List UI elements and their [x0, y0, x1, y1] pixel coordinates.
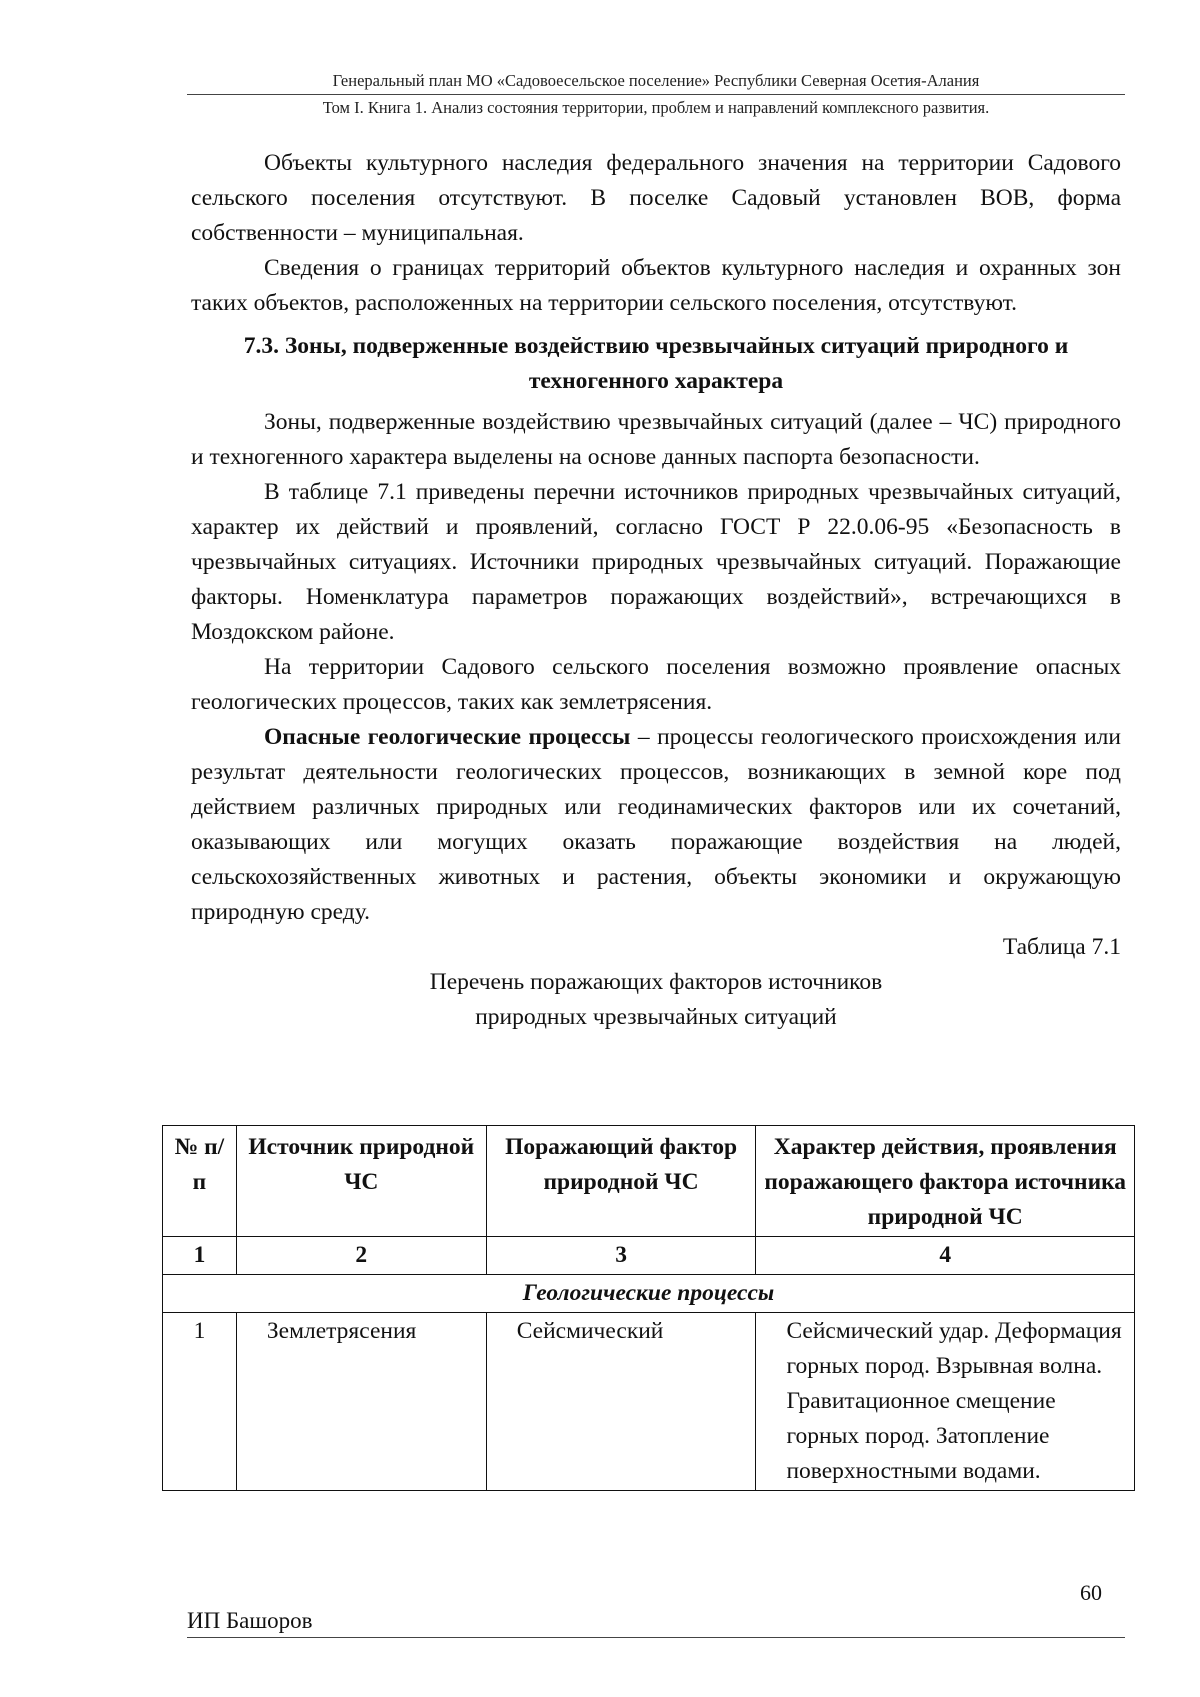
section-title: 7.3. Зоны, подверженные воздействию чрезвычайных ситуаций природного и техногенного характера: [243, 333, 1069, 394]
page-number: 60: [1080, 1580, 1102, 1605]
document-body: [191, 146, 1121, 1041]
row-factor: Сейсмический: [486, 1313, 756, 1491]
definition-term: Опасные геологические процессы: [264, 724, 631, 750]
column-number: 1: [163, 1237, 237, 1275]
table-caption-line2: природных чрезвычайных ситуаций: [475, 1004, 837, 1030]
definition-text: – процессы геологического происхождения или результат деятельности геологических процессов, возникающих в земной коре под действием различных природных или геодинамических факторов или их сочетаний, оказывающих или могущих оказать поражающие воздействия на людей, сельскохозяйственных животных и растения, объекты экономики и окружающую природную среду.: [191, 724, 1121, 925]
hazard-factors-table: [162, 1125, 1135, 1491]
group-row: [163, 1275, 1135, 1313]
table-header-row: [163, 1126, 1135, 1237]
paragraph-table-intro: В таблице 7.1 приведены перечни источников природных чрезвычайных ситуаций, характер их действий и проявлений, согласно ГОСТ Р 22.0.06-95 «Безопасность в чрезвычайных ситуациях. Источники природных чрезвычайных ситуаций. Поражающие факторы. Номенклатура параметров поражающих воздействий», встречающихся в Моздокском районе.: [191, 479, 1121, 645]
column-number: 2: [236, 1237, 486, 1275]
table-caption-line1: Перечень поражающих факторов источников: [429, 969, 883, 995]
paragraph-geologic-processes: На территории Садового сельского поселения возможно проявление опасных геологических процессов, таких как землетрясения.: [191, 654, 1121, 715]
header-cell-number: № п/п: [163, 1126, 237, 1237]
header-cell-description: Характер действия, проявления поражающего фактора источника природной ЧС: [756, 1126, 1135, 1237]
group-title: Геологические процессы: [163, 1275, 1135, 1313]
paragraph-definition: [191, 720, 1121, 930]
header-title: Генеральный план МО «Садовоесельское поселение» Республики Северная Осетия-Алания: [332, 71, 980, 90]
footer-author: ИП Башоров: [187, 1608, 313, 1633]
column-number: 4: [756, 1237, 1135, 1275]
paragraph-emergency-zones: Зоны, подверженные воздействию чрезвычайных ситуаций (далее – ЧС) природного и техногенного характера выделены на основе данных паспорта безопасности.: [191, 409, 1121, 470]
footer-divider: [187, 1637, 1125, 1638]
row-source: Землетрясения: [236, 1313, 486, 1491]
page-footer: [187, 1605, 1125, 1638]
row-description: Сейсмический удар. Деформация горных пород. Взрывная волна. Гравитационное смещение горных пород. Затопление поверхностными водами.: [756, 1313, 1135, 1491]
table-row: [163, 1313, 1135, 1491]
column-number: 3: [486, 1237, 756, 1275]
row-number: 1: [163, 1313, 237, 1491]
table-caption: [191, 965, 1121, 1035]
table-number-label: Таблица 7.1: [1002, 934, 1121, 960]
paragraph-heritage-zones: Сведения о границах территорий объектов культурного наследия и охранных зон таких объектов, расположенных на территории сельского поселения, отсутствуют.: [191, 255, 1121, 316]
header-cell-source: Источник природной ЧС: [236, 1126, 486, 1237]
paragraph-heritage-objects: Объекты культурного наследия федерального значения на территории Садового сельского поселения отсутствуют. В поселке Садовый установлен ВОВ, форма собственности – муниципальная.: [191, 150, 1121, 246]
column-number-row: [163, 1237, 1135, 1275]
header-cell-factor: Поражающий фактор природной ЧС: [486, 1126, 756, 1237]
page-header: [187, 68, 1125, 121]
header-subtitle: Том I. Книга 1. Анализ состояния территории, проблем и направлений комплексного развития.: [322, 98, 990, 117]
